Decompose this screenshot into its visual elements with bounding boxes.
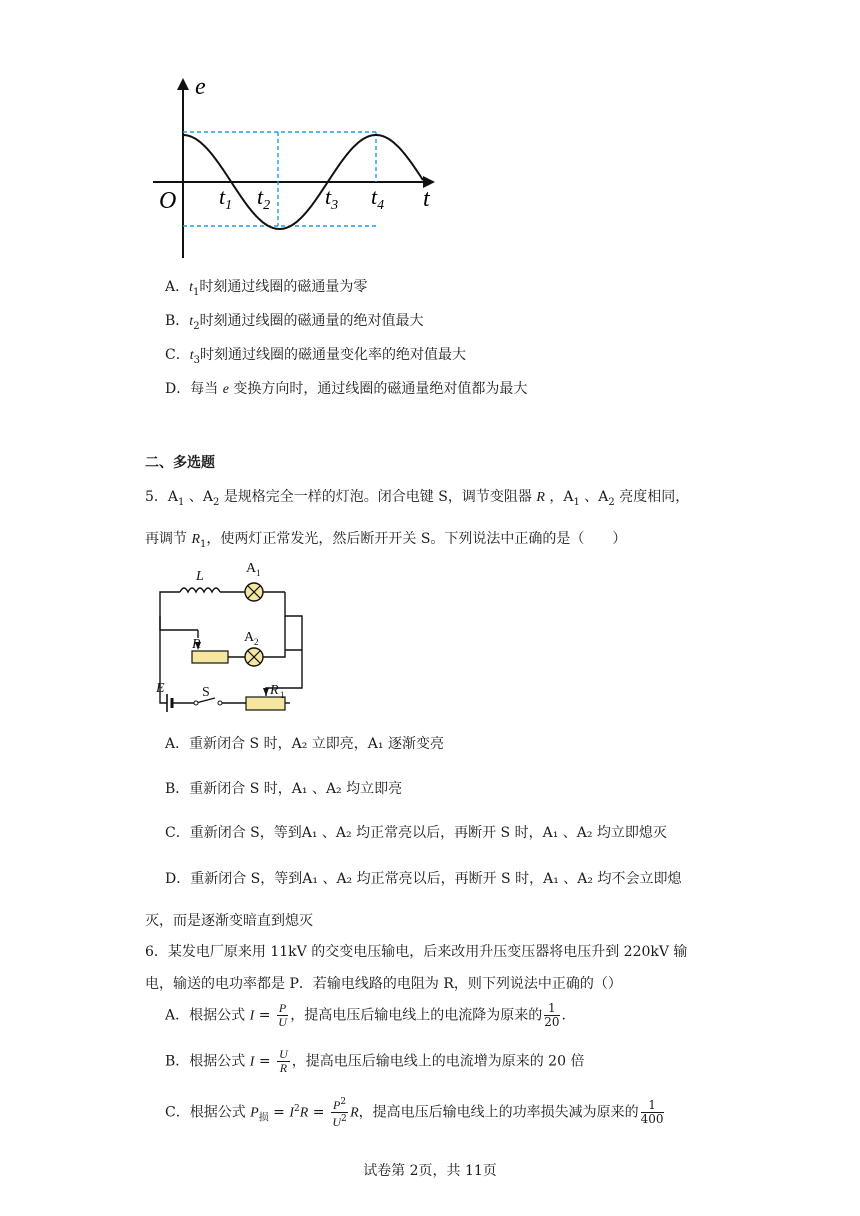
e-axis-label: e — [195, 74, 206, 100]
svg-text:E: E — [156, 681, 165, 696]
q6-option-b[interactable]: B．根据公式 I = $\frac{U}{R}$ ，提高电压后输电线上的电流增为原来的 20 倍 — [165, 1047, 585, 1075]
svg-text:A: A — [246, 561, 257, 576]
q4-option-c[interactable]: C．$t_3$时刻通过线圈的磁通量变化率的绝对值最大 — [165, 347, 466, 366]
dashed-guides — [183, 132, 377, 226]
q5-option-a[interactable]: A．重新闭合 S 时，A₂ 立即亮，A₁ 逐渐变亮 — [165, 736, 444, 752]
t-axis-label: t — [423, 186, 430, 212]
q6-option-a[interactable]: A．根据公式 I = $\frac{P}{U}$ ，提高电压后输电线上的电流降为原来的 $\frac{1}{20}$ . — [165, 1001, 566, 1029]
tick-t1: $t_1$ — [219, 184, 233, 213]
svg-text:R: R — [192, 637, 201, 652]
q4-option-d[interactable]: D．每当 e 变换方向时，通过线圈的磁通量绝对值都为最大 — [165, 381, 528, 397]
tick-labels — [219, 184, 384, 213]
q5-stem-line2: 再调节 $R_1$，使两灯正常发光，然后断开开关 S。下列说法中正确的是（ ） — [145, 531, 627, 550]
q5-option-b[interactable]: B．重新闭合 S 时，A₁ 、A₂ 均立即亮 — [165, 781, 403, 797]
section-title: 二、多选题 — [145, 455, 215, 471]
origin-label: O — [159, 188, 177, 214]
q5-option-d-line2: 灭，而是逐渐变暗直到熄灭 — [145, 913, 313, 929]
tick-t2: $t_2$ — [257, 184, 271, 213]
tick-t3: $t_3$ — [325, 184, 339, 213]
svg-text:2: 2 — [254, 637, 259, 647]
svg-text:1: 1 — [280, 690, 285, 700]
q5-stem-line1: 5．$A_1$ 、$A_2$ 是规格完全一样的灯泡。闭合电键 S，调节变阻器 R ，$A_1$ 、$A_2$ 亮度相同， — [145, 489, 690, 508]
q4-option-a[interactable]: A．$t_1$时刻通过线圈的磁通量为零 — [165, 279, 368, 298]
e-axis-arrow — [177, 78, 189, 90]
svg-text:R: R — [270, 683, 279, 698]
svg-text:1: 1 — [256, 568, 261, 578]
q6-stem-line1: 6．某发电厂原来用 11kV 的交变电压输电，后来改用升压变压器将电压升到 220kV 输 — [145, 944, 688, 960]
svg-text:L: L — [196, 569, 204, 584]
emf-time-graph — [145, 70, 445, 270]
svg-text:S: S — [202, 685, 210, 700]
tick-t4: $t_4$ — [371, 184, 385, 213]
q4-option-b[interactable]: B．$t_2$时刻通过线圈的磁通量的绝对值最大 — [165, 313, 424, 332]
svg-text:A: A — [244, 630, 255, 645]
q5-option-c[interactable]: C．重新闭合 S，等到A₁ 、A₂ 均正常亮以后，再断开 S 时，A₁ 、A₂ 均立即熄灭 — [165, 825, 667, 841]
q6-option-c[interactable]: C．根据公式 $P_损 = I^2R$ = $\frac{P^2}{U^2}$ R，提高电压后输电线上的功率损失减为原来的 $\frac{1}{400}$ — [165, 1097, 664, 1129]
page-footer: 试卷第 2页，共 11页 — [363, 1163, 497, 1179]
circuit-diagram — [140, 558, 320, 718]
q6-stem-line2: 电，输送的电功率都是 P．若输电线路的电阻为 R，则下列说法中正确的（） — [145, 976, 622, 992]
q5-option-d-line1[interactable]: D．重新闭合 S，等到A₁ 、A₂ 均正常亮以后，再断开 S 时，A₁ 、A₂ 均不会立即熄 — [165, 871, 682, 887]
